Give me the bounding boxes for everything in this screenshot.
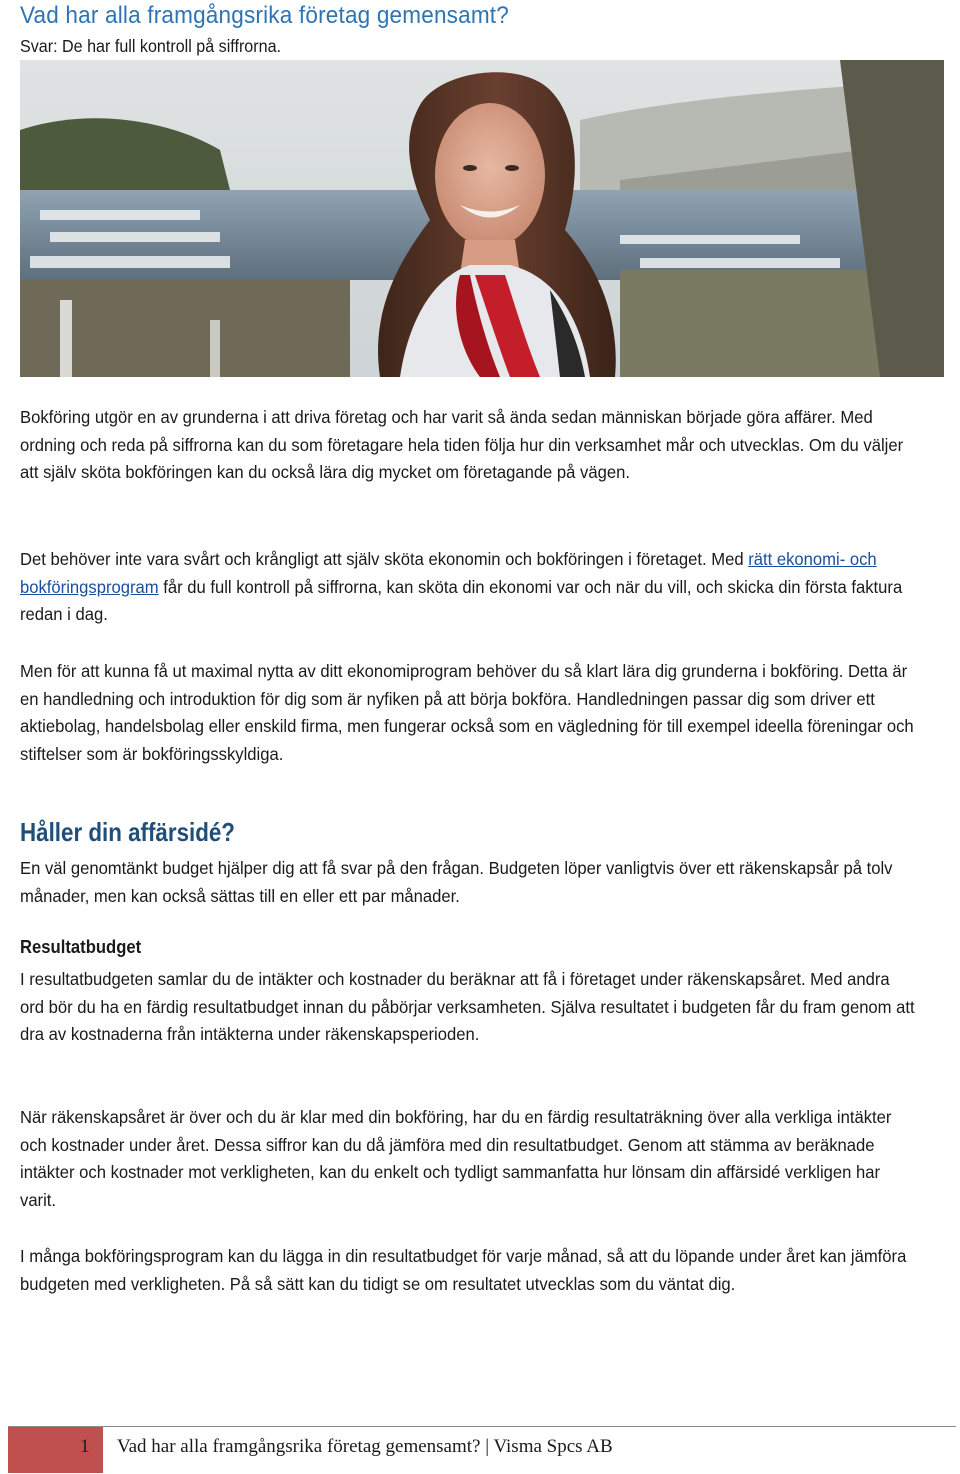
program-paragraph (20, 546, 918, 629)
resultatbudget-paragraph: I resultatbudgeten samlar du de intäkter och kostnader du beräknar att få i företaget under räkenskapsåret. Med andra ord bör du ha en färdig resultatbudget innan du påbörjar verksamheten. Själva resultatet i budgeten får du fram genom att dra av kostnaderna från intäkterna under räkenskapsperioden. (20, 969, 915, 1045)
program-text-start: Det behöver inte vara svårt och krångligt att själv sköta ekonomin och bokföringen i företaget. Med (20, 549, 749, 569)
guide-paragraph: Men för att kunna få ut maximal nytta av ditt ekonomiprogram behöver du så klart lära dig grunderna i bokföring. Detta är en handledning och introduktion för dig som är nyfiken på att börja bokföra. Handledningen passar dig som driver ett aktiebolag, handelsbolag eller enskild firma, men fungerar också som en vägledning för till exempel ideella föreningar och stiftelser som är bokföringsskyldiga. (20, 661, 914, 765)
program-text-end: får du full kontroll på siffrorna, kan sköta din ekonomi var och när du vill, och skicka din första faktura redan i dag. (20, 576, 903, 625)
monthly-budget-paragraph: I många bokföringsprogram kan du lägga in din resultatbudget för varje månad, så att du löpande under året kan jämföra budgeten med verkligheten. På så sätt kan du tidigt se om resultatet utvecklas som du väntat dig. (20, 1246, 907, 1294)
subheading-resultatbudget: Resultatbudget (20, 936, 142, 957)
section-heading: Håller din affärsidé? (20, 817, 235, 847)
intro-paragraph: Bokföring utgör en av grunderna i att driva företag och har varit så ända sedan människan började göra affärer. Med ordning och reda på siffrorna kan du som företagare hela tiden följa hur din verksamhet mår och utvecklas. Om du väljer att själv sköta bokföringen kan du också lära dig mycket om företagande på vägen. (20, 407, 904, 483)
hero-photo (20, 60, 944, 377)
page-number: 1 (80, 1436, 90, 1457)
footer-text: Vad har alla framgångsrika företag gemensamt? | Visma Spcs AB (117, 1436, 613, 1457)
resultatrakning-paragraph: När räkenskapsåret är över och du är klar med din bokföring, har du en färdig resultaträkning över alla verkliga intäkter och kostnader under året. Dessa siffror kan du då jämföra med din resultatbudget. Genom att stämma av beräknade intäkter och kostnader mot verkligheten, kan du enkelt och tydligt sammanfatta hur lönsam din affärsidé verkligen har varit. (20, 1107, 892, 1211)
page-subtitle: Svar: De har full kontroll på siffrorna. (20, 36, 282, 56)
software-link[interactable]: rätt ekonomi- och bokföringsprogram (20, 549, 877, 597)
budget-paragraph: En väl genomtänkt budget hjälper dig att få svar på den frågan. Budgeten löper vanligtvis över ett räkenskapsår på tolv månader, men kan också sättas till en eller ett par månader. (20, 858, 893, 906)
footer-divider (8, 1426, 956, 1427)
page-title: Vad har alla framgångsrika företag gemensamt? (20, 2, 509, 29)
